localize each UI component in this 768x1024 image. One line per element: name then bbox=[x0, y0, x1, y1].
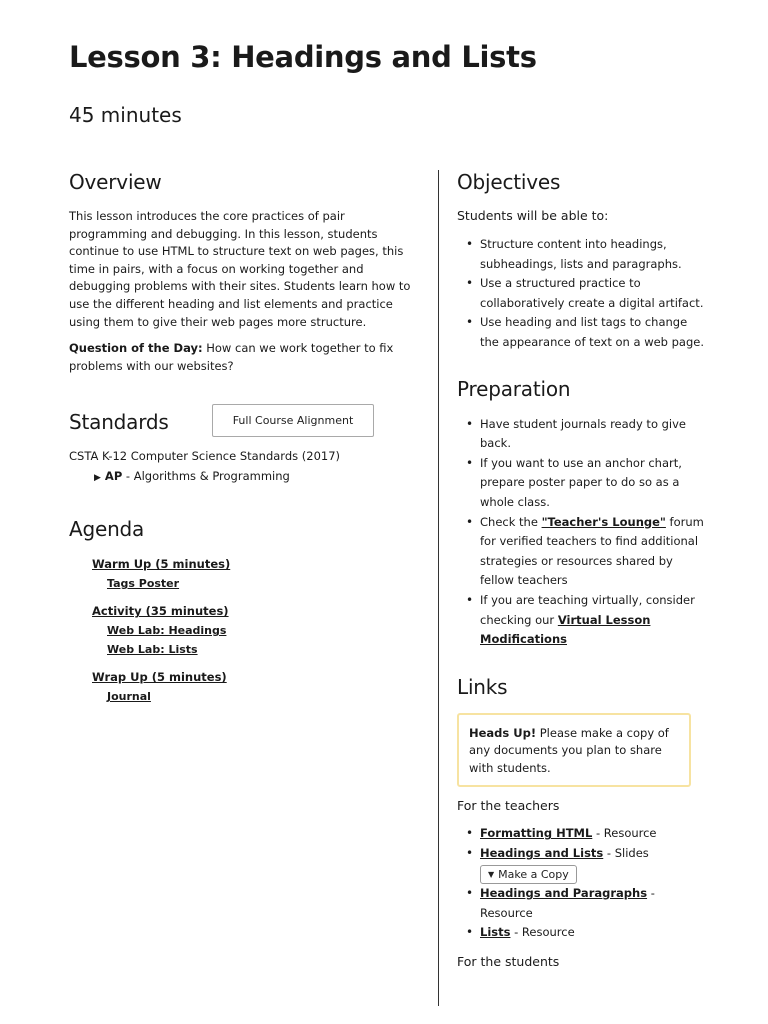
teacher-links-list bbox=[457, 824, 707, 942]
resource-kind: - Slides bbox=[603, 846, 649, 861]
list-item bbox=[457, 884, 707, 923]
objectives-section bbox=[457, 170, 707, 353]
standards-heading: Standards bbox=[69, 410, 169, 435]
standards-section bbox=[69, 405, 421, 483]
lists-link[interactable]: Lists bbox=[480, 925, 511, 940]
links-section bbox=[457, 675, 707, 969]
formatting-html-link[interactable]: Formatting HTML bbox=[480, 826, 593, 841]
left-column bbox=[69, 170, 421, 715]
agenda-group bbox=[92, 602, 421, 659]
list-item bbox=[457, 844, 707, 884]
make-a-copy-label: Make a Copy bbox=[498, 867, 569, 881]
standard-text: - Algorithms & Programming bbox=[122, 469, 290, 484]
objectives-list bbox=[457, 235, 707, 353]
objectives-heading: Objectives bbox=[457, 170, 561, 194]
full-course-alignment-button[interactable]: Full Course Alignment bbox=[212, 404, 374, 437]
agenda-group bbox=[92, 555, 421, 593]
objectives-intro: Students will be able to: bbox=[457, 208, 609, 223]
list-item bbox=[457, 824, 707, 844]
right-column bbox=[457, 170, 707, 980]
agenda-link-web-lab-lists[interactable]: Web Lab: Lists bbox=[107, 643, 198, 657]
list-item-text: If you are teaching virtually, consider checking our bbox=[480, 592, 695, 627]
overview-section bbox=[69, 170, 421, 375]
links-heading: Links bbox=[457, 674, 508, 699]
overview-body: This lesson introduces the core practices of pair programming and debugging. In this lesson, students continue to use HTML to structure text on web pages, this time in pairs, with a focus on working together and debugging problems with their sites. Students learn how to use the different heading and list elements and practice using them to give their web pages more structure. bbox=[69, 209, 411, 329]
preparation-heading: Preparation bbox=[457, 376, 571, 401]
expand-triangle-icon[interactable]: ▶ bbox=[94, 473, 101, 484]
caret-down-icon: ▼ bbox=[488, 869, 495, 879]
agenda-link-web-lab-headings[interactable]: Web Lab: Headings bbox=[107, 624, 227, 638]
agenda-group bbox=[92, 668, 421, 706]
agenda-link-wrap-up[interactable]: Wrap Up (5 minutes) bbox=[92, 670, 227, 685]
list-item: • Use a structured practice to collaboratively create a digital artifact. bbox=[457, 274, 707, 313]
agenda-link-tags-poster[interactable]: Tags Poster bbox=[107, 577, 180, 591]
teachers-label: For the teachers bbox=[457, 798, 560, 814]
agenda-heading: Agenda bbox=[69, 517, 145, 542]
preparation-list bbox=[457, 415, 707, 650]
agenda-link-activity[interactable]: Activity (35 minutes) bbox=[92, 604, 229, 619]
headings-and-lists-link[interactable]: Headings and Lists bbox=[480, 846, 604, 861]
column-divider bbox=[438, 170, 439, 1006]
agenda-link-journal[interactable]: Journal bbox=[107, 690, 151, 704]
qod-text: How can we work together to fix problems with our websites? bbox=[69, 341, 394, 373]
students-label: For the students bbox=[457, 953, 560, 969]
heads-up-callout bbox=[457, 713, 691, 788]
list-item bbox=[457, 513, 707, 591]
make-a-copy-button[interactable] bbox=[480, 865, 577, 884]
headings-and-paragraphs-link[interactable]: Headings and Paragraphs bbox=[480, 885, 648, 900]
preparation-section bbox=[457, 377, 707, 650]
resource-kind: - Resource bbox=[510, 925, 575, 940]
list-item-text: Check the bbox=[480, 514, 542, 529]
list-item: • Use heading and list tags to change the appearance of text on a web page. bbox=[457, 313, 707, 352]
qod-label: Question of the Day: bbox=[69, 341, 203, 356]
standard-code: AP bbox=[104, 469, 123, 484]
list-item: • Have student journals ready to give back. bbox=[457, 415, 707, 454]
question-of-the-day bbox=[69, 340, 421, 375]
list-item: • Structure content into headings, subheadings, lists and paragraphs. bbox=[457, 235, 707, 274]
agenda-section bbox=[69, 517, 421, 706]
overview-heading: Overview bbox=[69, 170, 162, 194]
list-item bbox=[457, 923, 707, 943]
teachers-lounge-link[interactable]: "Teacher's Lounge" bbox=[541, 514, 666, 529]
resource-kind: - Resource bbox=[592, 826, 657, 841]
resource-kind: - Resource bbox=[480, 885, 655, 920]
list-item-text: forum for verified teachers to find additional strategies or resources shared by fellow teachers bbox=[480, 514, 704, 588]
callout-text: Please make a copy of any documents you plan to share with students. bbox=[469, 725, 669, 775]
standards-framework: CSTA K-12 Computer Science Standards (2017) bbox=[69, 449, 341, 464]
virtual-lesson-modifications-link[interactable]: Virtual Lesson Modifications bbox=[480, 612, 651, 647]
list-item bbox=[457, 591, 707, 650]
standard-item-ap[interactable] bbox=[94, 469, 421, 483]
list-item: • If you want to use an anchor chart, prepare poster paper to do so as a whole class. bbox=[457, 454, 707, 513]
agenda-link-warm-up[interactable]: Warm Up (5 minutes) bbox=[92, 557, 231, 572]
callout-label: Heads Up! bbox=[469, 725, 537, 740]
page-title: Lesson 3: Headings and Lists bbox=[69, 40, 537, 74]
lesson-duration: 45 minutes bbox=[69, 103, 182, 127]
